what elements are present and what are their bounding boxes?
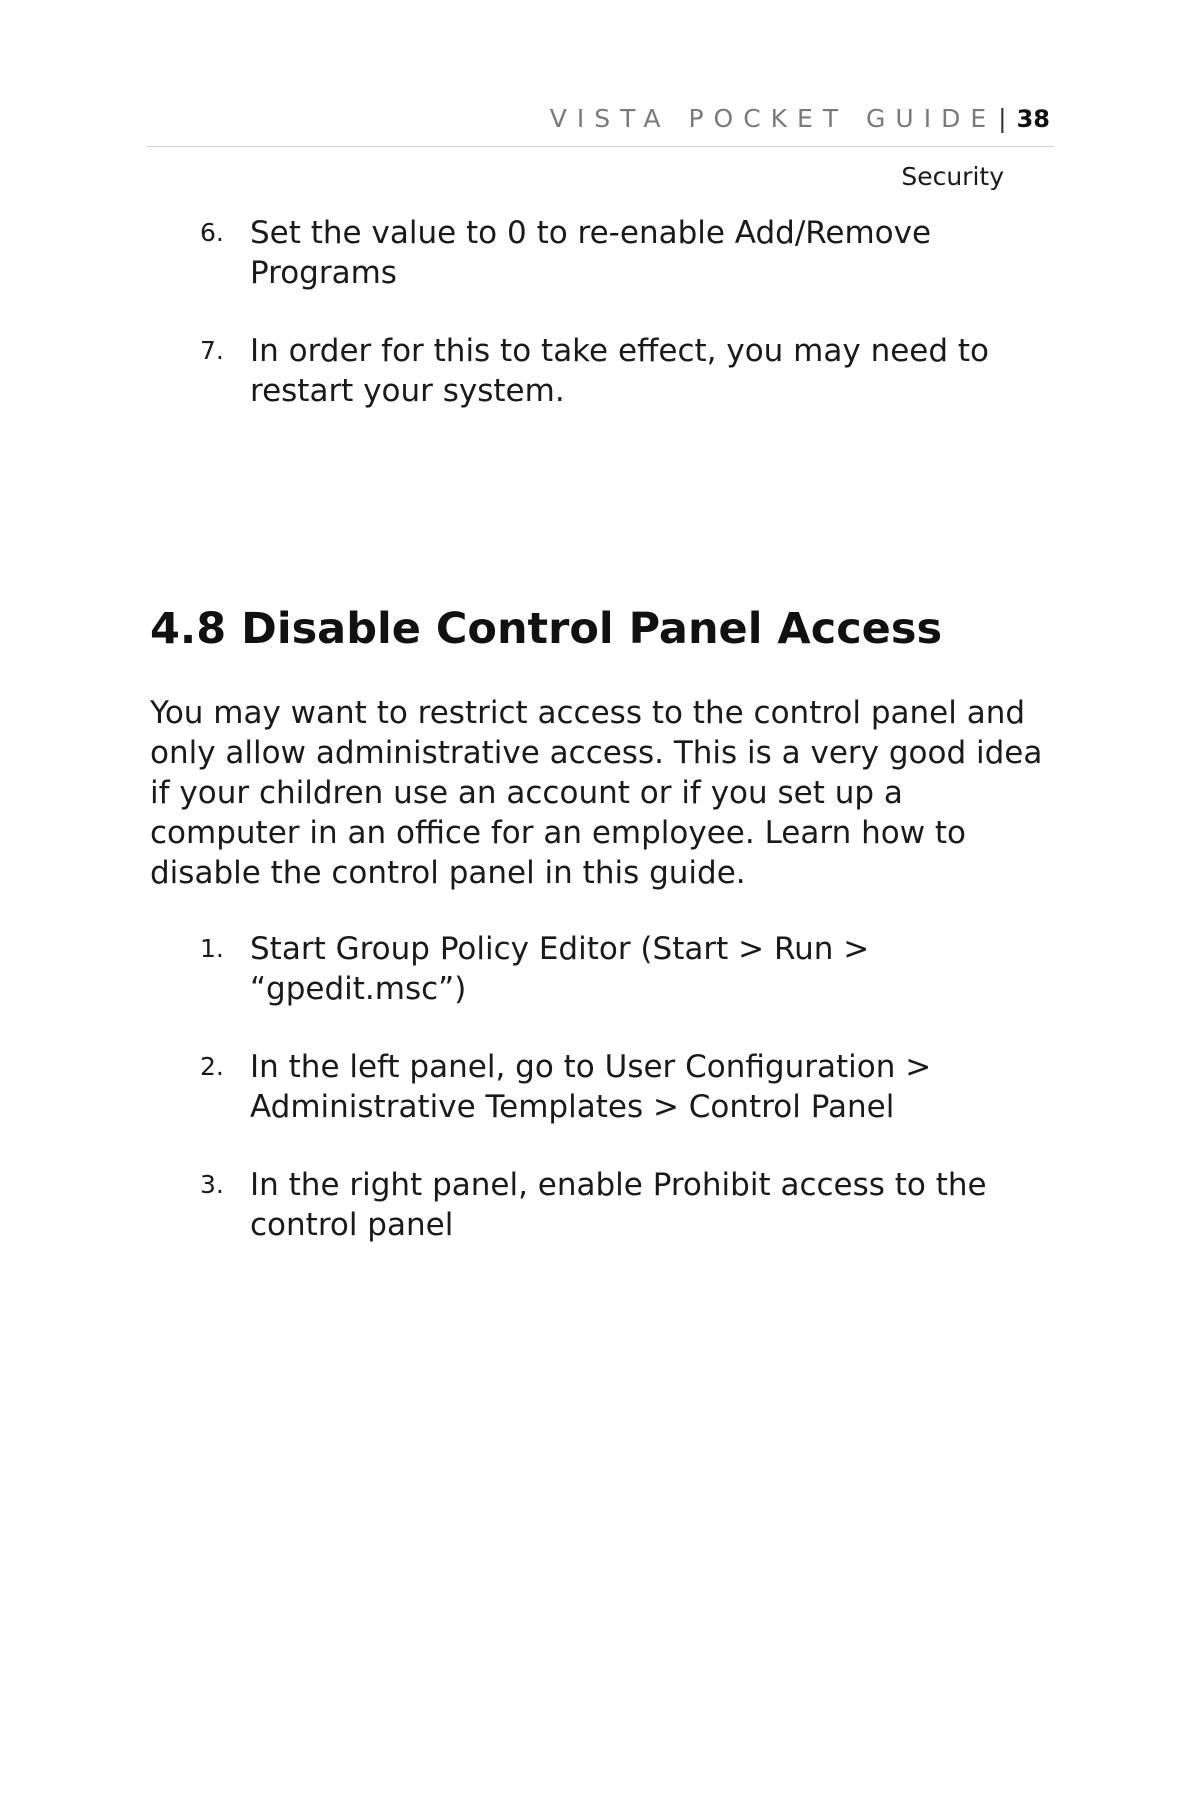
step-number: 2. (200, 1052, 224, 1081)
continued-step-list (150, 213, 1055, 411)
step-item (150, 1047, 1055, 1127)
step-item (150, 929, 1055, 1009)
step-number: 1. (200, 934, 224, 963)
header-separator: | (998, 104, 1007, 133)
section-steps (150, 929, 1055, 1283)
page-number: 38 (1016, 105, 1050, 133)
step-number: 7. (200, 336, 224, 365)
continued-steps (150, 213, 1055, 449)
section-label: Security (901, 162, 1004, 191)
step-text: Set the value to 0 to re-enable Add/Remove Programs (250, 215, 932, 291)
step-number: 3. (200, 1170, 224, 1199)
header-line (550, 104, 1050, 133)
section-step-list (150, 929, 1055, 1245)
step-text: In the right panel, enable Prohibit access to the control panel (250, 1167, 987, 1243)
running-title: VISTA POCKET GUIDE (549, 104, 997, 133)
step-item (150, 1165, 1055, 1245)
step-number: 6. (200, 218, 224, 247)
section-intro: You may want to restrict access to the control panel and only allow administrative access. This is a very good idea if your children use an account or if you set up a computer in an office for an employee. Learn how to disable the control panel in this guide. (150, 695, 1043, 891)
step-item (150, 331, 1055, 411)
step-text: In order for this to take effect, you may need to restart your system. (250, 333, 990, 409)
step-item (150, 213, 1055, 293)
page-header (147, 96, 1054, 147)
section-title: 4.8 Disable Control Panel Access (150, 604, 943, 654)
step-text: In the left panel, go to User Configuration > Administrative Templates > Control Panel (250, 1049, 932, 1125)
step-text: Start Group Policy Editor (Start > Run > “gpedit.msc”) (250, 931, 870, 1007)
